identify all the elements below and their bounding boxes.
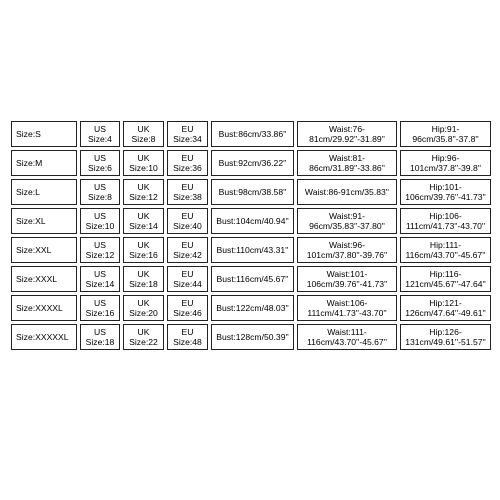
eu-size: EU Size:44 — [167, 266, 208, 292]
uk-size: UK Size:14 — [123, 208, 164, 234]
waist-measurement: Waist:81-86cm/31.89''-33.86'' — [297, 150, 397, 176]
size-row-xxxxl — [11, 295, 491, 321]
hip-measurement: Hip:116-121cm/45.67''-47.64'' — [400, 266, 491, 292]
bust-measurement: Bust:92cm/36.22'' — [211, 150, 294, 176]
eu-size: EU Size:34 — [167, 121, 208, 147]
bust-measurement: Bust:86cm/33.86'' — [211, 121, 294, 147]
us-size: US Size:16 — [80, 295, 120, 321]
waist-measurement: Waist:96-101cm/37.80''-39.76'' — [297, 237, 397, 263]
eu-size: EU Size:42 — [167, 237, 208, 263]
waist-measurement: Waist:101-106cm/39.76''-41.73'' — [297, 266, 397, 292]
uk-size: UK Size:8 — [123, 121, 164, 147]
uk-size: UK Size:16 — [123, 237, 164, 263]
hip-measurement: Hip:91-96cm/35.8''-37.8'' — [400, 121, 491, 147]
size-chart-table — [8, 118, 494, 353]
size-row-s — [11, 121, 491, 147]
hip-measurement: Hip:111-116cm/43.70''-45.67'' — [400, 237, 491, 263]
us-size: US Size:8 — [80, 179, 120, 205]
bust-measurement: Bust:128cm/50.39'' — [211, 324, 294, 350]
us-size: US Size:10 — [80, 208, 120, 234]
size-row-l — [11, 179, 491, 205]
hip-measurement: Hip:126-131cm/49.61''-51.57'' — [400, 324, 491, 350]
size-label: Size:L — [11, 179, 77, 205]
bust-measurement: Bust:116cm/45.67'' — [211, 266, 294, 292]
size-row-xxxxxl — [11, 324, 491, 350]
size-label: Size:XXXXL — [11, 295, 77, 321]
size-row-xxl — [11, 237, 491, 263]
uk-size: UK Size:20 — [123, 295, 164, 321]
eu-size: EU Size:38 — [167, 179, 208, 205]
size-label: Size:XL — [11, 208, 77, 234]
bust-measurement: Bust:98cm/38.58'' — [211, 179, 294, 205]
size-row-xl — [11, 208, 491, 234]
waist-measurement: Waist:76-81cm/29.92''-31.89'' — [297, 121, 397, 147]
hip-measurement: Hip:106-111cm/41.73''-43.70'' — [400, 208, 491, 234]
size-label: Size:XXXL — [11, 266, 77, 292]
bust-measurement: Bust:110cm/43.31'' — [211, 237, 294, 263]
size-label: Size:XXXXXL — [11, 324, 77, 350]
uk-size: UK Size:22 — [123, 324, 164, 350]
size-label: Size:M — [11, 150, 77, 176]
bust-measurement: Bust:104cm/40.94'' — [211, 208, 294, 234]
eu-size: EU Size:48 — [167, 324, 208, 350]
us-size: US Size:6 — [80, 150, 120, 176]
us-size: US Size:14 — [80, 266, 120, 292]
size-row-m — [11, 150, 491, 176]
hip-measurement: Hip:101-106cm/39.76''-41.73'' — [400, 179, 491, 205]
us-size: US Size:12 — [80, 237, 120, 263]
uk-size: UK Size:10 — [123, 150, 164, 176]
uk-size: UK Size:18 — [123, 266, 164, 292]
uk-size: UK Size:12 — [123, 179, 164, 205]
eu-size: EU Size:46 — [167, 295, 208, 321]
us-size: US Size:4 — [80, 121, 120, 147]
hip-measurement: Hip:96-101cm/37.8''-39.8'' — [400, 150, 491, 176]
waist-measurement: Waist:106-111cm/41.73''-43.70'' — [297, 295, 397, 321]
eu-size: EU Size:36 — [167, 150, 208, 176]
size-row-xxxl — [11, 266, 491, 292]
waist-measurement: Waist:86-91cm/35.83'' — [297, 179, 397, 205]
size-label: Size:S — [11, 121, 77, 147]
us-size: US Size:18 — [80, 324, 120, 350]
eu-size: EU Size:40 — [167, 208, 208, 234]
hip-measurement: Hip:121-126cm/47.64''-49.61'' — [400, 295, 491, 321]
bust-measurement: Bust:122cm/48.03'' — [211, 295, 294, 321]
size-label: Size:XXL — [11, 237, 77, 263]
waist-measurement: Waist:91-96cm/35.83''-37.80'' — [297, 208, 397, 234]
waist-measurement: Waist:111-116cm/43.70''-45.67'' — [297, 324, 397, 350]
